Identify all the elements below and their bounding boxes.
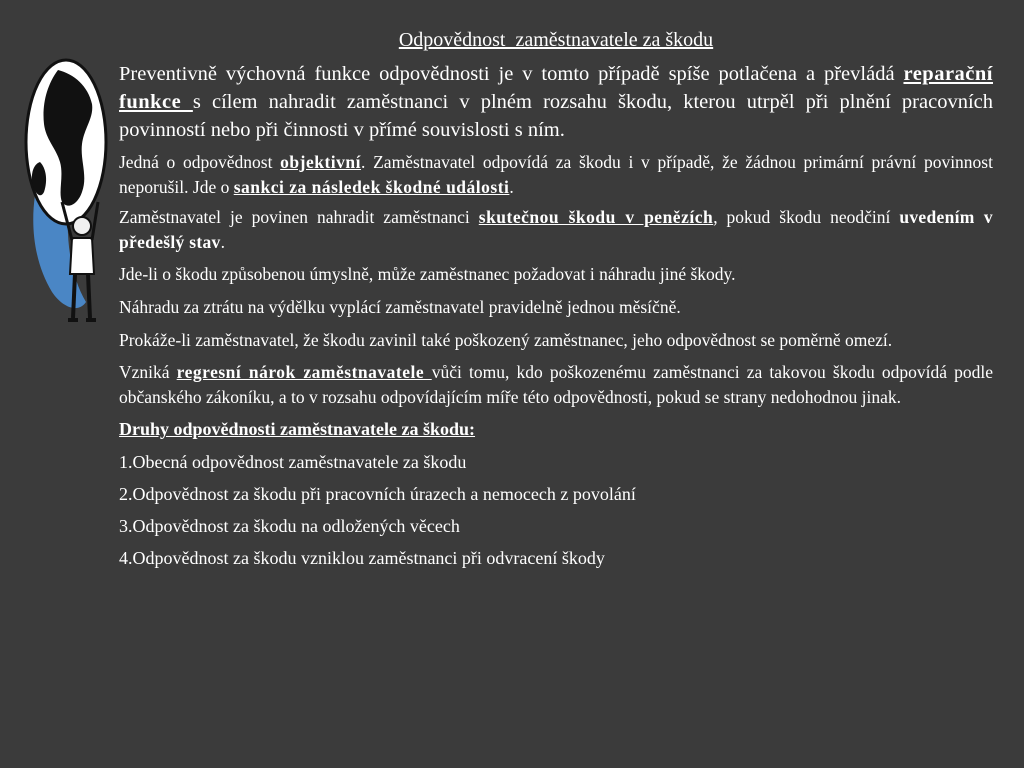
emphasis-sankci: sankci za následek škodné události xyxy=(233,176,510,197)
paragraph-regres xyxy=(119,360,993,409)
emphasis-skutecna-skoda: skutečnou škodu v penězích xyxy=(478,207,714,228)
text-run: vůči tomu, kdo poškozenému zaměstnanci za takovou škodu odpovídá podle občanského zákoníku, a to v rozsahu odpovídajícím míře této odpovědnosti, pokud se strany nedohodnou jinak. xyxy=(119,362,993,407)
slide-title: Odpovědnost zaměstnavatele za škodu xyxy=(398,29,714,51)
text-run: Jedná o odpovědnost xyxy=(119,152,281,172)
emphasis-objektivni: objektivní xyxy=(280,152,362,172)
lead-paragraph xyxy=(119,60,993,144)
paragraph-spoluzavineni: Prokáže-li zaměstnavatel, že škodu zavinil také poškozený zaměstnanec, jeho odpovědnost se poměrně omezí. xyxy=(119,329,893,350)
types-heading: Druhy odpovědnosti zaměstnavatele za škodu: xyxy=(119,419,476,440)
text-run: . Zaměstnavatel odpovídá za škodu i v případě, že žádnou primární právní povinnost neporušil. Jde o xyxy=(119,152,993,197)
paragraph-umysl: Jde-li o škodu způsobenou úmyslně, může zaměstnanec požadovat i náhradu jiné škody. xyxy=(119,264,736,285)
list-item: 4.Odpovědnost za škodu vzniklou zaměstnanci při odvracení škody xyxy=(119,548,605,569)
text-run: , pokud škodu neodčiní xyxy=(713,207,900,228)
paragraph-objektivni xyxy=(119,150,993,199)
list-item: 2.Odpovědnost za škodu při pracovních úrazech a nemocech z povolání xyxy=(119,484,636,505)
slide-content xyxy=(119,26,993,578)
text-run: . xyxy=(509,176,514,197)
list-item: 1.Obecná odpovědnost zaměstnavatele za škodu xyxy=(119,452,467,473)
paragraph-skutecna-skoda xyxy=(119,205,993,254)
emphasis-uvedeni: uvedením v předešlý stav xyxy=(119,207,993,252)
text-run: Zaměstnavatel je povinen nahradit zaměstnanci xyxy=(119,207,479,228)
text-run: Preventivně výchovná funkce odpovědnosti je v tomto případě spíše potlačena a převládá xyxy=(119,63,904,85)
text-run: s cílem nahradit zaměstnanci v plném rozsahu škodu, kterou utrpěl při plnění pracovních povinností nebo při činnosti v přímé souvislosti s ním. xyxy=(119,91,993,141)
paragraph-nahrada: Náhradu za ztrátu na výdělku vyplácí zaměstnavatel pravidelně jednou měsíčně. xyxy=(119,296,681,317)
emphasis-regresni-narok: regresní nárok zaměstnavatele xyxy=(176,362,432,383)
text-run: . xyxy=(220,231,225,252)
list-item: 3.Odpovědnost za škodu na odložených věcech xyxy=(119,516,460,537)
person-holding-globe-icon xyxy=(22,52,110,324)
emphasis-reparacni-funkce: reparační funkce xyxy=(119,63,993,113)
text-run: Vzniká xyxy=(119,362,177,383)
